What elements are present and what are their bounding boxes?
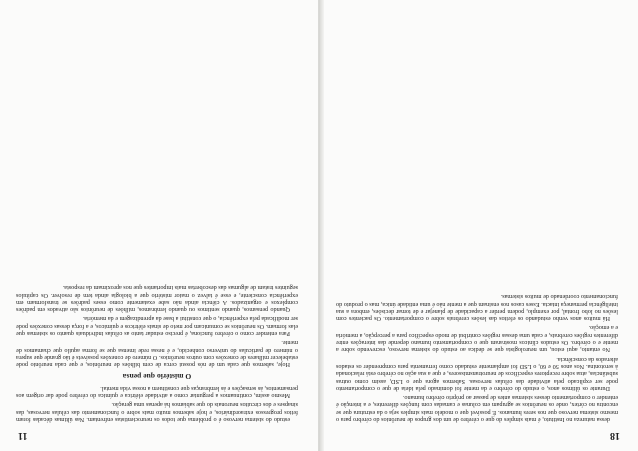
page-number: 11 [18,430,28,441]
left-page [320,0,638,451]
paragraph: Hoje, sabemos que cada um de nós possui cerca de cem bilhões de neurônios, e que cada neurônio pode estabelecer milhares de conexões com outros neurônios. O número de conexões possíveis é tão grande que supera o número de partículas do universo conhecido, e é nessa rede imensa que se forma aquilo que chamamos de mente. [16,339,298,369]
paragraph: Durante os últimos anos, o estudo do cérebro e da mente foi dominado pela ideia de que o comportamento pode ser explicado pela atividade das células nervosas. Sabemos agora que o LSD, assim como outras substâncias, atua sobre receptores específicos de neurotransmissores, e que a sua ação no cérebro está relacionada à serotonina. Nos anos 50 e 60, o LSD foi amplamente estudado como ferramenta para compreender os estados alterados da consciência. [336,355,618,392]
page-body [16,16,298,423]
paragraph: Quando pensamos, quando sentimos ou quando lembramos, milhões de neurônios são ativados em padrões complexos e organizados. A ciência ainda não sabe exatamente como esses padrões se transformam em experiência consciente, e esse é talvez o maior mistério que a biologia ainda tem de resolver. Os capítulos seguintes tratam de algumas das descobertas mais importantes que nos aproximam da resposta. [16,284,298,314]
paragraph: Mesmo assim, continuamos a perguntar como a atividade elétrica e química do cérebro pode dar origem aos pensamentos, às sensações e às lembranças que constituem a nossa vida mental. [16,384,298,400]
paragraph: estudo do sistema nervoso é o problema que todos os neurocientistas enfrentam. Nas últimas décadas foram feitos progressos extraordinários, e hoje sabemos muito mais sobre o funcionamento das células nervosas, das sinapses e dos circuitos neuronais do que sabíamos há apenas uma geração. [16,401,298,423]
page-body [336,16,618,423]
paragraph: No entanto, aqui estou, um neurologista que se dedica ao estudo do sistema nervoso, escrevendo sobre a mente e o cérebro. Os estudos clínicos mostraram que o comportamento humano depende das interações entre diferentes regiões cerebrais, e cada uma dessas regiões contribui de modo específico para a percepção, a memória e a emoção. [336,324,618,354]
paragraph: dessa natureza no Instituto, é mais simples do que o cérebro de um dos grupos de neurônios do cérebro para o mesmo sistema nervoso que nos seres humanos. É possível que o modelo mais simples seja o da estrutura que se encontra no córtex, onde os neurônios se agrupam em colunas e camadas com funções diferentes, e a intenção é entender o comportamento desses sistemas antes de passar ao próprio cérebro humano. [336,394,618,423]
section-title: O mistério que pensa [122,371,192,381]
page-header [338,429,620,441]
paragraph: Para entender como o cérebro funciona, é preciso estudar tanto as células individuais quanto os sistemas que elas formam. Os neurônios se comunicam por meio de sinais elétricos e químicos, e a força dessas conexões pode ser modificada pela experiência, o que constitui a base da aprendizagem e da memória. [16,315,298,338]
page-number: 18 [610,430,620,441]
paragraph: Há muitos anos venho estudando os efeitos das lesões cerebrais sobre o comportamento. Os pacientes com lesões no lobo frontal, por exemplo, podem perder a capacidade de planejar e de tomar decisões, embora a sua inteligência permaneça intacta. Esses casos nos ensinam que a mente não é uma entidade única, mas o produto do funcionamento coordenado de muitos sistemas. [336,293,618,323]
page-header [18,429,300,441]
right-page [0,0,318,451]
